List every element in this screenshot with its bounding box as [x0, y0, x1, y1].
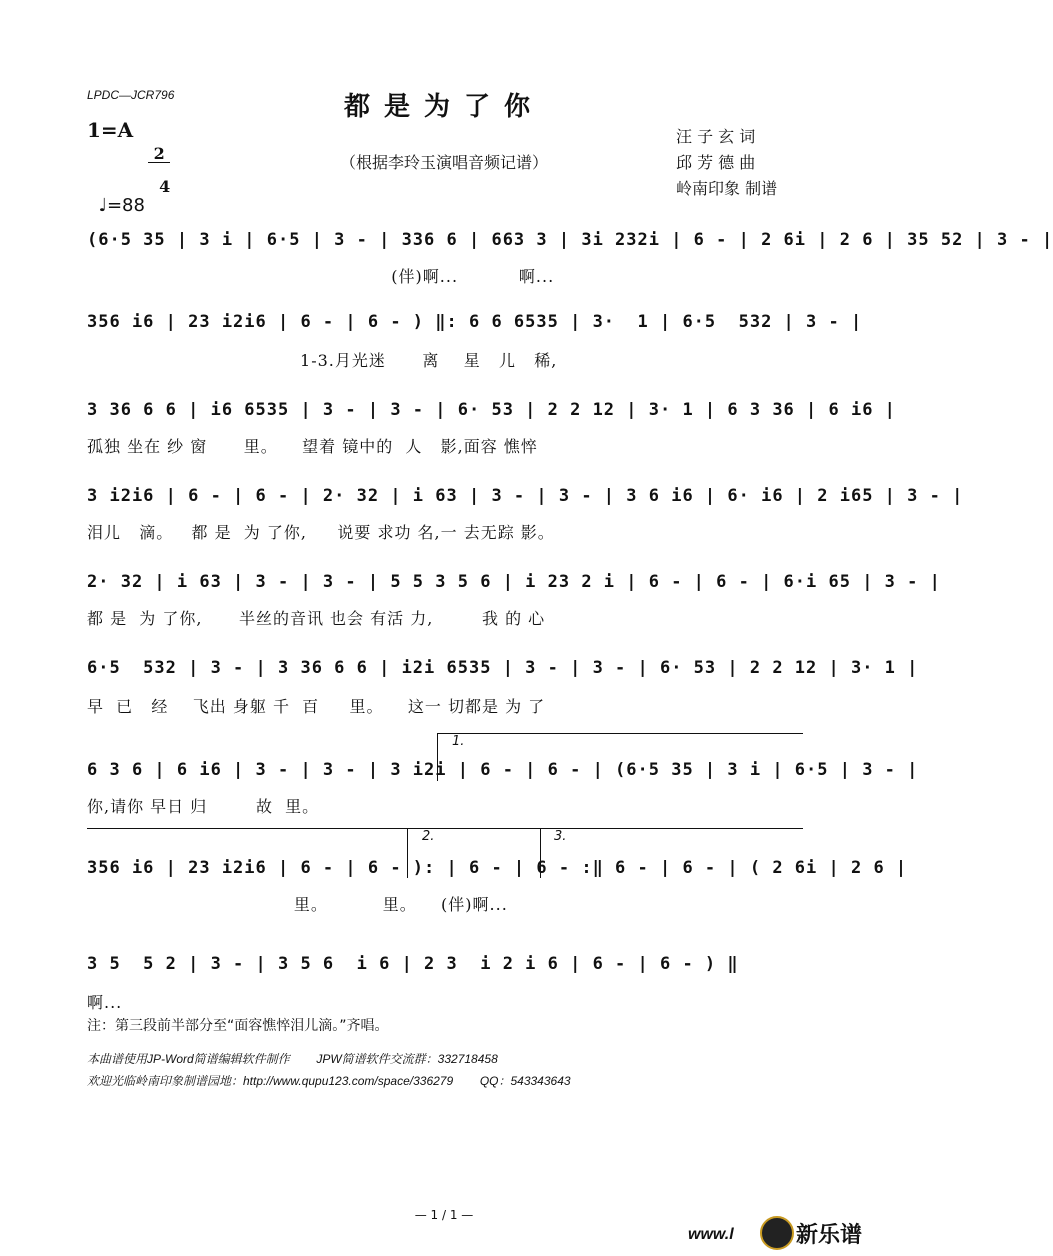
- notation-line-1: (6·5 35 | 3 i | 6·5 | 3 - | 336 6 | 663 3 | 3i 232i | 6 - | 2 6i | 2 6 | 35 52 | 3 - |: [87, 230, 1053, 250]
- lyricist-credit: 汪 子 玄 词: [676, 127, 756, 146]
- volta-1-bracket: [437, 733, 803, 734]
- notation-line-4: 3 i2i6 | 6 - | 6 - | 2· 32 | i 63 | 3 - | 3 - | 3 6 i6 | 6· i6 | 2 i65 | 3 - |: [87, 486, 964, 506]
- time-signature: [148, 114, 170, 195]
- notation-line-2: 356 i6 | 23 i2i6 | 6 - | 6 - ) ‖: 6 6 6535 | 3· 1 | 6·5 532 | 3 - |: [87, 312, 863, 332]
- volta-continuation-line: [87, 828, 803, 829]
- page-number: — 1 / 1 —: [414, 1208, 474, 1222]
- performance-note: 注：第三段前半部分至“面容憔悴泪儿滴。”齐唱。: [87, 1018, 389, 1034]
- song-title: 都是为了你: [343, 92, 544, 122]
- footer-website-line: 欢迎光临岭南印象制谱园地：http://www.qupu123.com/space/336279 QQ：543343643: [87, 1074, 571, 1088]
- volta-3-label: 3.: [554, 829, 567, 844]
- notation-line-5: 2· 32 | i 63 | 3 - | 3 - | 5 5 3 5 6 | i 23 2 i | 6 - | 6 - | 6·i 65 | 3 - |: [87, 572, 941, 592]
- volta-1-label: 1.: [452, 734, 465, 749]
- composer-credit: 邱 芳 德 曲: [676, 153, 756, 172]
- arranger-credit: 岭南印象 制谱: [676, 179, 778, 198]
- footer-software-line: 本曲谱使用JP-Word简谱编辑软件制作 JPW简谱软件交流群：332718458: [87, 1052, 498, 1066]
- key-signature: 1=A: [87, 118, 134, 142]
- tempo-value: =88: [106, 195, 145, 216]
- lyrics-line-6: 早 已 经 飞出 身躯 千 百 里。 这一 切都是 为 了: [87, 697, 546, 716]
- lyrics-line-3: 孤独 坐在 纱 窗 里。 望着 镜中的 人 影,面容 憔悴: [87, 437, 538, 456]
- watermark-url: www.l: [688, 1226, 734, 1243]
- notation-line-8: 356 i6 | 23 i2i6 | 6 - | 6 - ): | 6 - | 6 - :‖ 6 - | 6 - | ( 2 6i | 2 6 |: [87, 858, 908, 878]
- score-code: LPDC—JCR796: [87, 88, 175, 102]
- lyrics-line-8: 里。 里。 (伴)啊...: [87, 895, 508, 914]
- lyrics-line-9: 啊...: [87, 993, 123, 1012]
- lyrics-line-7: 你,请你 早日 归 故 里。: [87, 797, 320, 816]
- watermark-brand: 新乐谱: [796, 1223, 863, 1248]
- lyrics-line-2: 1-3.月光迷 离 星 儿 稀,: [87, 351, 558, 370]
- lyrics-line-4: 泪儿 滴。 都 是 为 了你, 说要 求功 名,一 去无踪 影。: [87, 523, 555, 542]
- notation-line-9: 3 5 5 2 | 3 - | 3 5 6 i 6 | 2 3 i 2 i 6 | 6 - | 6 - ) ‖: [87, 954, 739, 974]
- notation-line-7: 6 3 6 | 6 i6 | 3 - | 3 - | 3 i2i | 6 - | 6 - | (6·5 35 | 3 i | 6·5 | 3 - |: [87, 760, 919, 780]
- song-subtitle: （根据李玲玉演唱音频记谱）: [339, 153, 548, 172]
- quarter-note-icon: ♩: [98, 195, 107, 216]
- lyrics-line-5: 都 是 为 了你, 半丝的音讯 也会 有活 力, 我 的 心: [87, 609, 546, 628]
- volta-2-label: 2.: [422, 829, 435, 844]
- lyrics-line-1: (伴)啊... 啊...: [87, 267, 555, 286]
- notation-line-6: 6·5 532 | 3 - | 3 36 6 6 | i2i 6535 | 3 - | 3 - | 6· 53 | 2 2 12 | 3· 1 |: [87, 658, 919, 678]
- vinyl-record-icon: [760, 1216, 794, 1250]
- notation-line-3: 3 36 6 6 | i6 6535 | 3 - | 3 - | 6· 53 | 2 2 12 | 3· 1 | 6 3 36 | 6 i6 |: [87, 400, 896, 420]
- meter-bottom: 4: [159, 177, 171, 196]
- meter-top: 2: [148, 146, 170, 163]
- tempo-marking: [87, 174, 145, 216]
